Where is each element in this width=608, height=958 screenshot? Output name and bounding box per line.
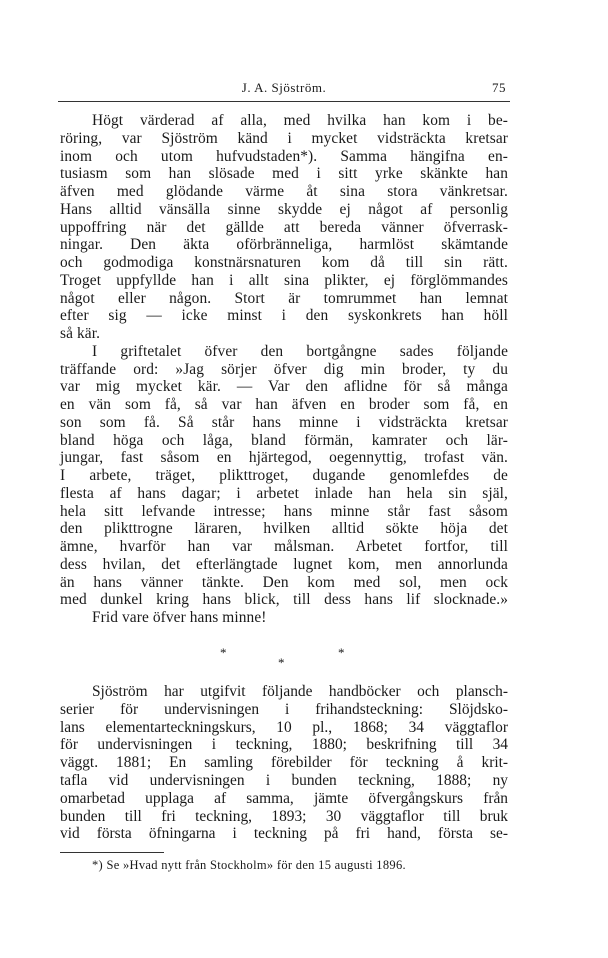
main-text [60, 112, 508, 627]
text-line: tafla vid undervisningen i bunden teckning, 1888; ny [60, 771, 508, 789]
footnote-rule [60, 852, 164, 853]
text-line: så kär. [60, 325, 101, 342]
paragraph-4 [60, 683, 508, 843]
text-line: Hans alltid vänsälla sinne skydde ej något af personlig [60, 200, 508, 218]
text-line: uppoffring när det gällde att bereda vänner öfverrask- [60, 218, 508, 236]
running-title: J. A. Sjöström. [241, 80, 327, 95]
asterisk: * [338, 645, 345, 660]
text-line: ningar. Den äkta oförbränneliga, harmlöst skämtande [60, 236, 508, 254]
paragraph-3 [60, 609, 508, 627]
text-line: något eller någon. Stort är tomrummet han lemnat [60, 289, 508, 307]
text-line: ämne, hvarför han var målsman. Arbetet fortfor, till [60, 538, 508, 555]
text-line: jungar, fast såsom en hjärtegod, oegennyttig, trofast vän. [60, 449, 508, 467]
text-line: I griftetalet öfver den bortgångne sades följande [92, 342, 508, 360]
text-line: den plikttrogne läraren, hvilken alltid sökte höja det [60, 520, 508, 538]
text-line: dess hvilan, det efterlängtade lugnet kom, men annorlunda [60, 555, 508, 573]
bibliography-text [60, 683, 508, 843]
section-separator [60, 645, 508, 675]
text-line: son som få. Så står hans minne i vidsträckta kretsar [60, 413, 508, 431]
text-line: inom och utom hufvudstaden*). Samma hängifna en- [60, 147, 508, 165]
paragraph-2 [60, 343, 508, 609]
text-line: lans elementarteckningskurs, 10 pl., 1868; 34 väggtaflor [60, 718, 508, 736]
text-line: flesta af hans dagar; i arbetet inlade han hela sin själ, [60, 484, 508, 502]
running-header [58, 80, 510, 98]
footnote: *) Se »Hvad nytt från Stockholm» för den 15 augusti 1896. [92, 858, 406, 872]
text-line: omarbetad upplaga af samma, jämte öfvergångskurs från [60, 789, 508, 807]
asterisk: * [220, 645, 227, 660]
text-line: vid första öfningarna i teckning på fri hand, första se- [60, 825, 508, 843]
text-line: Frid vare öfver hans minne! [92, 609, 267, 626]
text-line: Troget uppfyllde han i allt sina plikter, ej förglömmandes [60, 271, 508, 289]
text-line: bunden till fri teckning, 1893; 30 väggtaflor till bruk [60, 807, 508, 825]
text-line: Sjöström har utgifvit följande handböcker och plansch- [92, 683, 508, 700]
text-line: väggt. 1881; En samling förebilder för teckning å krit- [60, 754, 508, 772]
text-line: tusiasm som han slösade med i sitt yrke skänkte han [60, 165, 508, 183]
asterisk: * [278, 655, 285, 670]
text-line: röring, var Sjöström känd i mycket vidsträckta kretsar [60, 129, 508, 147]
text-line: för undervisningen i teckning, 1880; beskrifning till 34 [60, 736, 508, 754]
text-line: var mig mycket kär. — Var den aflidne för så många [60, 378, 508, 396]
text-line: med dunkel kring hans blick, till dess hans lif slocknade.» [60, 591, 508, 609]
text-line: Högt värderad af alla, med hvilka han kom i be- [92, 112, 508, 129]
text-line: än hans vänner tänkte. Den kom med sol, men ock [60, 573, 508, 591]
text-line: I arbete, träget, plikttroget, dugande genomlefdes de [60, 467, 508, 484]
text-line: bland höga och låga, bland förmän, kamrater och lär- [60, 431, 508, 449]
text-line: en vän som få, så var han äfven en broder som få, en [60, 396, 508, 413]
text-line: serier för undervisningen i frihandsteckning: Slöjdsko- [60, 700, 508, 718]
text-line: hela sitt lefvande intresse; hans minne står fast såsom [60, 502, 508, 520]
header-rule [58, 101, 510, 102]
text-line: efter sig — icke minst i den syskonkrets han höll [60, 307, 508, 325]
page-number: 75 [492, 80, 506, 95]
text-line: träffande ord: »Jag sörjer öfver dig min broder, ty du [60, 360, 508, 378]
text-line: äfven med glödande värme åt sina stora vänkretsar. [60, 183, 508, 200]
paragraph-1 [60, 112, 508, 343]
text-line: och godmodiga konstnärsnaturen kom då till sin rätt. [60, 254, 508, 271]
